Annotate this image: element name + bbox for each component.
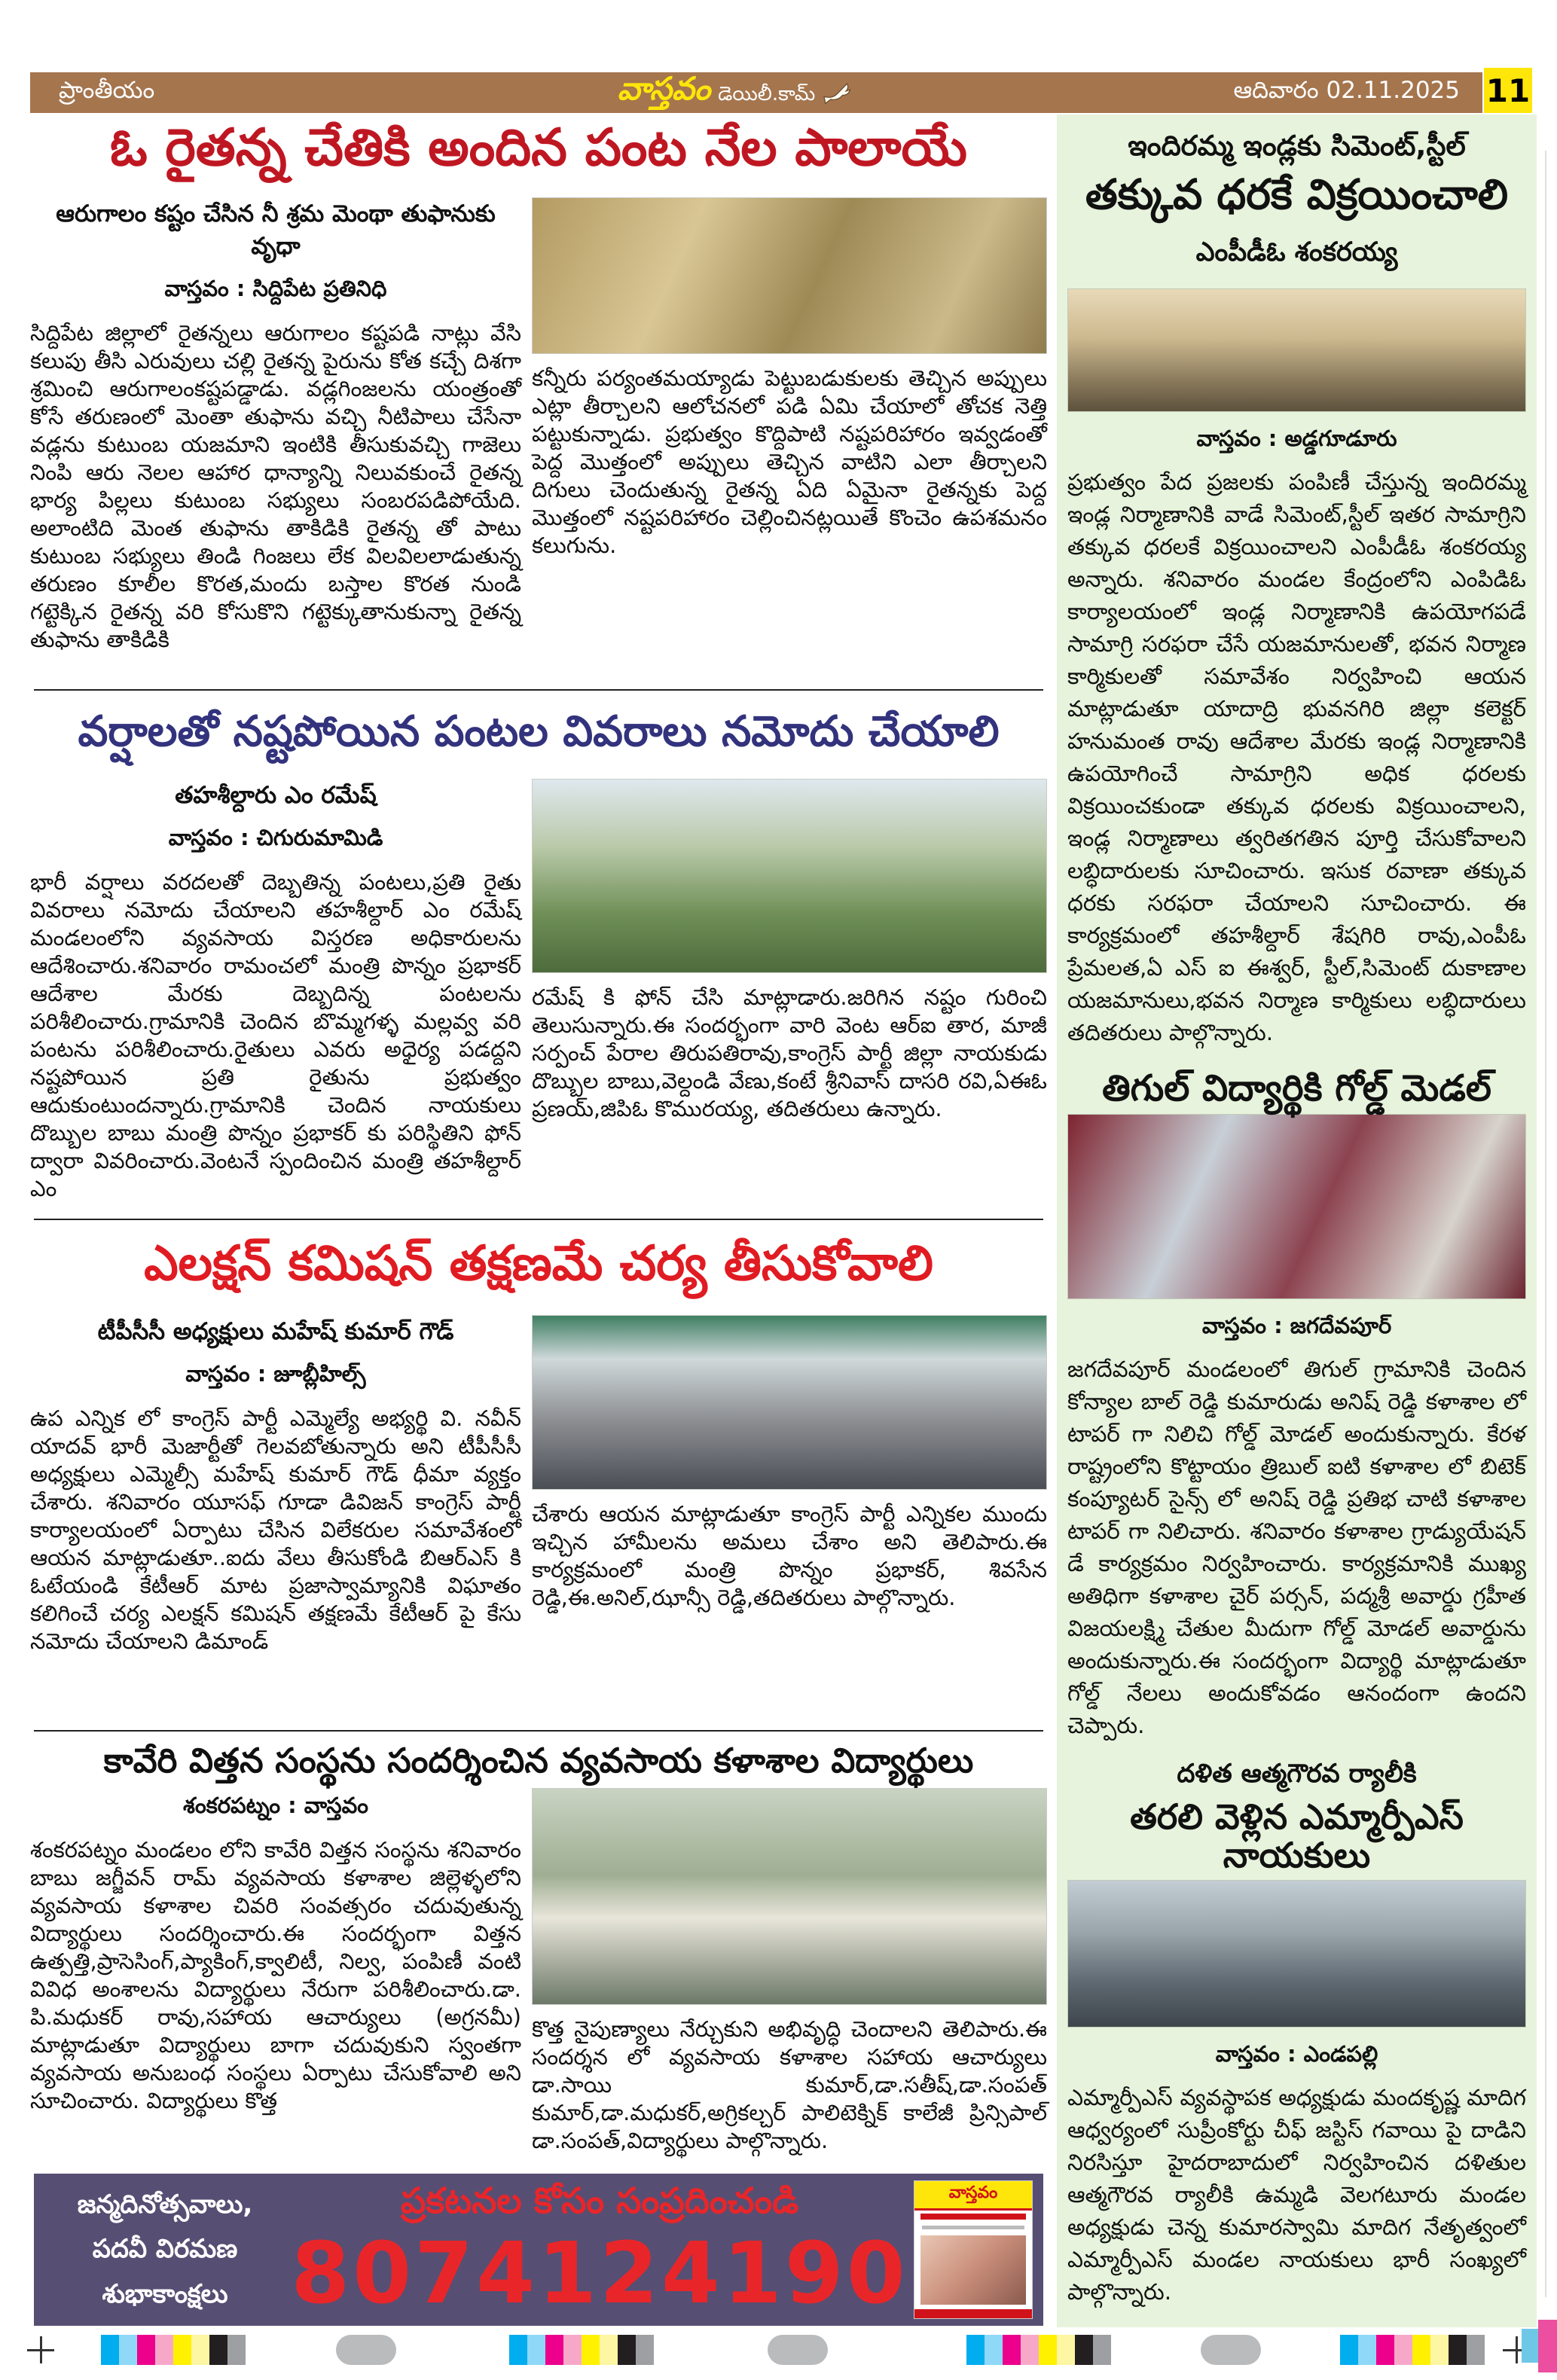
print-registration-marks — [0, 2333, 1557, 2371]
article-body: ప్రభుత్వం పేద ప్రజలకు పంపిణీ చేస్తున్న ఇందిరమ్మ ఇండ్ల నిర్మాణానికి వాడే సిమెంట్,స్టీల్ ఇతర సామాగ్రిని తక్కువ ధరలకే విక్రయించాలని ఎంపీడీఓ శంకరయ్య అన్నారు. శనివారం మండల కేంద్రంలోని ఎంపిడిఓ కార్యాలయంలో ఇండ్ల నిర్మాణానికి ఉపయోగపడే సామాగ్రి సరఫరా చేసే యజమానులతో, భవన నిర్మాణ కార్మికులతో సమావేశం నిర్వహించి ఆయన మాట్లాడుతూ యాదాద్రి భువనగిరి జిల్లా కలెక్టర్ హనుమంత రావు ఆదేశాల మేరకు ఇండ్ల నిర్మాణానికి ఉపయోగించే సామాగ్రిని అధిక ధరలకు విక్రయించకుండా తక్కువ ధరలకు విక్రయించాలని, ఇండ్ల నిర్మాణాలు త్వరితగతిన పూర్తి చేసుకోవాలని లబ్ధిదారులకు సూచించారు. ఇసుక రవాణా తక్కువ ధరకు సరఫరా చేయాలని సూచించారు. ఈ కార్యక్రమంలో తహశీల్దార్ శేషగిరి రావు,ఎంపీఓ ప్రేమలత,ఏ ఎస్ ఐ ఈశ్వర్, స్టీల్,సిమెంట్ దుకాణాల యజమానులు,భవన నిర్మాణ కార్మికులు లబ్ధిదారులు తదితరులు పాల్గొన్నారు. — [1067, 468, 1526, 1045]
article-photo — [532, 1788, 1047, 2005]
article-headline: కావేరి విత్తన సంస్థను సందర్శించిన వ్యవసాయ కళాశాల విద్యార్థులు — [103, 1741, 974, 1780]
thumbnail-footer-bar — [914, 2309, 1032, 2318]
article-subhead: టీపీసీసీ అధ్యక్షులు మహేష్ కుమార్ గౌడ్ — [97, 1317, 454, 1345]
ad-greeting-line: పదవీ విరమణ — [92, 2234, 238, 2265]
article-headline: వర్షాలతో నష్టపోయిన పంటల వివరాలు నమోదు చేయాలి — [78, 707, 1000, 756]
newspaper-thumbnail — [914, 2180, 1033, 2319]
article-headline: ఎలక్షన్ కమిషన్ తక్షణమే చర్య తీసుకోవాలి — [144, 1236, 933, 1292]
article-gold-medal — [1067, 1066, 1526, 1743]
crop-mark-left-icon — [27, 2336, 54, 2363]
thumbnail-masthead: వాస్తవం — [914, 2181, 1032, 2211]
ad-contact-title: ప్రకటనల కోసం సంప్రదించండి — [401, 2180, 798, 2223]
article-subhead: తహశీల్దారు ఎం రమేష్ — [175, 782, 377, 810]
article-cement-steel — [1067, 130, 1526, 1049]
article-photo — [532, 197, 1047, 354]
cmyk-color-bar — [101, 2335, 246, 2365]
masthead-title: వాస్తవం — [617, 70, 711, 107]
article-body-right: కొత్త నైపుణ్యాలు నేర్చుకుని అభివృద్ధి చెందాలని తెలిపారు.ఈ సందర్శన లో వ్యవసాయ కళాశాల సహాయ ఆచార్యులు డా.సాయి కుమార్,డా.సతీష్,డా.సంపత్ కుమార్,డా.మధుకర్,అగ్రికల్చర్ పాలిటెక్నిక్ కాలేజీ ప్రిన్సిపాల్ డా.సంపత్,విద్యార్థులు పాల్గొన్నారు. — [532, 2015, 1047, 2153]
article-headline: తక్కువ ధరకే విక్రయించాలి — [1085, 170, 1509, 218]
classified-ad-banner — [34, 2174, 1043, 2326]
article-election-commission — [30, 1226, 1047, 1655]
article-body-right: కన్నీరు పర్యంతమయ్యాడు పెట్టుబడుకులకు తెచ్చిన అప్పులు ఎట్లా తీర్చాలని ఆలోచనలో పడి ఏమి చేయాలో తోచక నెత్తి పట్టుకున్నాడు. ప్రభుత్వం కొద్దిపాటి నష్టపరిహారం ఇవ్వడంతో పెద్ద మొత్తంలో అప్పులు తెచ్చిన వాటిని ఎలా తీర్చాలని దిగులు చెందుతున్న రైతన్న ఏది ఏమైనా రైతన్నకు పెద్ద మొత్తంలో నష్టపరిహారం చెల్లించినట్లయితే కొంచెం ఉపశమనం కలుగును. — [532, 365, 1047, 559]
article-body-left: శంకరపట్నం మండలం లోని కావేరి విత్తన సంస్థను శనివారం బాబు జగ్జీవన్ రామ్ వ్యవసాయ కళాశాల జిల్లెళ్ళలోని వ్యవసాయ కళాశాల చివరి సంవత్సరం చదువుతున్న విద్యార్థులు సందర్శించారు.ఈ సందర్భంగా విత్తన ఉత్పత్తి,ప్రాసెసింగ్,ప్యాకింగ్,క్వాలిటీ, నిల్వ, పంపిణీ వంటి వివిధ అంశాలను విద్యార్థులు నేరుగా పరిశీలించారు.డా. పి.మధుకర్ రావు,సహాయ ఆచార్యులు (అగ్రనమీ) మాట్లాడుతూ విద్యార్థులు బాగా చదువుకుని స్వంతగా వ్యవసాయ అనుబంధ సంస్థలు ఏర్పాటు చేసుకోవాలి అని సూచించారు. విద్యార్థులు కొత్త — [30, 1836, 521, 2113]
ad-phone-number: 8074124190 — [291, 2225, 908, 2324]
article-byline: వాస్తవం : సిద్దిపేట ప్రతినిధి — [164, 276, 387, 302]
right-column-panel — [1057, 114, 1537, 2327]
edge-color-patch-magenta — [1538, 2320, 1557, 2372]
article-mrps-rally — [1067, 1759, 1526, 2308]
article-divider — [34, 1730, 1043, 1732]
article-body: ఎమ్మార్పీఎస్ వ్యవస్థాపక అధ్యక్షుడు మందకృష్ణ మాదిగ ఆధ్వర్యంలో సుప్రీంకోర్టు చీఫ్ జస్టిస్ గవాయి పై దాడిని నిరసిస్తూ హైదరాబాదులో నిర్వహించిన దళితుల ఆత్మగౌరవ ర్యాలీకి ఉమ్మడి వెలగటూరు మండల అధ్యక్షుడు చెన్న కుమారస్వామి మాదిగ నేతృత్వంలో ఎమ్మార్పీఎస్ మండల నాయకులు భారీ సంఖ్యలో పాల్గొన్నారు. — [1067, 2085, 1526, 2305]
article-headline-kicker: ఇందిరమ్మ ఇండ్లకు సిమెంట్,స్టీల్ — [1128, 130, 1466, 162]
gray-registration-patch — [336, 2335, 396, 2365]
thumbnail-headline-bar — [920, 2214, 1026, 2220]
article-photo — [1067, 288, 1526, 412]
gray-registration-patch — [1201, 2335, 1261, 2365]
page-fold-line — [1545, 151, 1546, 2297]
article-crop-damage-survey — [30, 696, 1047, 1203]
article-byline: వాస్తవం : చిగురుమామిడి — [168, 825, 383, 851]
article-byline: వాస్తవం : అడ్డగూడూరు — [1196, 425, 1397, 451]
article-headline: తిగుల్ విద్యార్థికి గోల్డ్ మెడల్ — [1102, 1066, 1491, 1109]
edition-date: ఆదివారం 02.11.2025 — [1233, 76, 1460, 104]
article-headline: తరలి వెళ్లిన ఎమ్మార్పీఎస్ నాయకులు — [1130, 1796, 1464, 1875]
ad-greeting-line: శుభాకాంక్షలు — [102, 2278, 228, 2309]
article-photo — [532, 1315, 1047, 1490]
article-body-left: ఉప ఎన్నిక లో కాంగ్రెస్ పార్టీ ఎమ్మెల్యే అభ్యర్థి వి. నవీన్ యాదవ్ భారీ మెజార్టీతో గెలవబోతున్నారు అని టీపీసీసీ అధ్యక్షులు ఎమ్మెల్సీ మహేష్ కుమార్ గౌడ్ ధీమా వ్యక్తం చేశారు. శనివారం యూసఫ్ గూడా డివిజన్ కాంగ్రెస్ పార్టీ కార్యాలయంలో ఏర్పాటు చేసిన విలేకరుల సమావేశంలో ఆయన మాట్లాడుతూ..ఐదు వేలు తీసుకోండి బిఆర్ఎస్ కి ఓటేయండి కేటీఆర్ మాట ప్రజాస్వామ్యానికి విఘాతం కలిగించే చర్య ఎలక్షన్ కమిషన్ తక్షణమే కేటీఆర్ పై కేసు నమోదు చేయాలని డిమాండ్ — [30, 1405, 521, 1654]
article-byline: వాస్తవం : జూబ్లీహిల్స్ — [185, 1360, 366, 1387]
cmyk-color-bar — [1340, 2335, 1485, 2365]
edge-color-patch-cyan — [1522, 2329, 1538, 2363]
article-headline: ఓ రైతన్న చేతికి అందిన పంట నేల పాలాయే — [110, 118, 967, 178]
article-byline: వాస్తవం : ఎండపల్లి — [1215, 2041, 1378, 2067]
article-body: జగదేవపూర్ మండలంలో తిగుల్ గ్రామానికి చెందిన కోన్యాల బాల్ రెడ్డి కుమారుడు అనిష్ రెడ్డి కళాశాల లో టాపర్ గా నిలిచి గోల్డ్ మోడల్ అందుకున్నారు. కేరళ రాష్ట్రంలోని కొట్టాయం త్రిబుల్ ఐటి కళాశాల లో బిటెక్ కంప్యూటర్ సైన్స్ లో అనిష్ రెడ్డి ప్రతిభ చాటి కళాశాల టాపర్ గా నిలిచారు. శనివారం కళాశాల గ్రాడ్యుయేషన్ డే కార్యక్రమం నిర్వహించారు. కార్యక్రమానికి ముఖ్య అతిధిగా కళాశాల చైర్ పర్సన్, పద్మశ్రీ అవార్డు గ్రహీత విజయలక్ష్మి చేతుల మీదుగా గోల్డ్ మోడల్ అవార్డును అందుకున్నారు.ఈ సందర్భంగా విద్యార్థి మాట్లాడుతూ గోల్డ్ నేలలు అందుకోవడం ఆనందంగా ఉందని చెప్పారు. — [1067, 1356, 1526, 1739]
article-photo — [1067, 1114, 1526, 1299]
ad-greeting-line: జన్మదినోత్సవాలు, — [77, 2189, 253, 2220]
section-label: ప్రాంతీయం — [59, 76, 155, 104]
article-divider — [34, 689, 1043, 691]
article-byline: వాస్తవం : జగదేవపూర్ — [1201, 1313, 1392, 1339]
thumbnail-text-bar — [922, 2226, 1024, 2229]
masthead — [375, 70, 1098, 115]
article-subhead: ఆరుగాలం కష్టం చేసిన నీ శ్రమ మెంథా తుఫానుకు వృధా — [56, 200, 496, 261]
dove-pen-icon — [823, 76, 856, 109]
thumbnail-photo — [920, 2235, 1026, 2305]
page-number-badge: 11 — [1484, 68, 1532, 113]
article-body-left: సిద్దిపేట జిల్లాలో రైతన్నలు ఆరుగాలం కష్టపడి నాట్లు వేసి కలుపు తీసి ఎరువులు చల్లి రైతన్న పైరును కోత కచ్చే దిశగా శ్రమించి ఆరుగాలంకష్టపడ్డాడు. వడ్లగింజలను యంత్రంతో కోసే తరుణంలో మెంతా తుఫాను వచ్చి నీటిపాలు చేసేనా వడ్లను కుటుంబ యజమాని ఇంటికి తీసుకువచ్చి గాజెలు నింపి ఆరు నెలల ఆహార ధాన్యాన్ని నిలువకుంచే రైతన్న భార్య పిల్లలు కుటుంబ సభ్యులు సంబరపడిపోయేది. అలాంటిది మెంత తుఫాను తాకిడికి రైతన్న తో పాటు కుటుంబ సభ్యులు తిండి గింజలు లేక విలవిలలాడుతున్న తరుణం కూలీల కొరత,మందు బస్తాల కొరత నుండి గట్టెక్కిన రైతన్న వరి కోసుకొని గట్టెక్కుతానుకున్నా రైతన్న తుఫాను తాకిడికి — [30, 320, 521, 653]
article-photo — [1067, 1880, 1526, 2028]
article-byline: శంకరపట్నం : వాస్తవం — [183, 1792, 368, 1818]
cmyk-color-bar — [509, 2335, 654, 2365]
gray-registration-patch — [768, 2335, 828, 2365]
article-body-right: చేశారు ఆయన మాట్లాడుతూ కాంగ్రెస్ పార్టీ ఎన్నికల ముందు ఇచ్చిన హామీలను అమలు చేశాం అని తెలిపారు.ఈ కార్యక్రమంలో మంత్రి పొన్నం ప్రభాకర్, శివసేన రెడ్డి,ఈ.అనిల్,ఝాన్సీ రెడ్డి,తదితరులు పాల్గొన్నారు. — [532, 1500, 1047, 1610]
page-header-bar — [30, 72, 1482, 113]
ad-greetings-text — [44, 2183, 285, 2317]
article-subhead: ఎంపీడీఓ శంకరయ్య — [1195, 236, 1398, 267]
article-body-left: భారీ వర్షాలు వరదలతో దెబ్బతిన్న పంటలు,ప్రతి రైతు వివరాలు నమోదు చేయాలని తహశీల్దార్ ఎం రమేష్ మండలంలోని వ్యవసాయ విస్తరణ అధికారులను ఆదేశించారు.శనివారం రామంచలో మంత్రి పొన్నం ప్రభాకర్ ఆదేశాల మేరకు దెబ్బదిన్న పంటలను పరిశీలించారు.గ్రామానికి చెందిన బొమ్మగళ్ళ మల్లవ్వ వరి పంటను పరిశీలించారు.రైతులు ఎవరు అధైర్య పడద్దని నష్టపోయిన ప్రతి రైతును ప్రభుత్వం ఆదుకుంటుందన్నారు.గ్రామానికి చెందిన నాయకులు దొబ్బుల బాబు మంత్రి పొన్నం ప్రభాకర్ కు పరిస్థితిని ఫోన్ ద్వారా వివరించారు.వెంటనే స్పందించిన మంత్రి తహశీల్దార్ ఎం — [30, 869, 521, 1202]
article-divider — [34, 1219, 1043, 1220]
article-crop-loss — [30, 114, 1047, 654]
article-photo — [532, 779, 1047, 973]
article-body-right: రమేష్ కి ఫోన్ చేసి మాట్లాడారు.జరిగిన నష్టం గురించి తెలుసున్నారు.ఈ సందర్భంగా వారి వెంట ఆర్ఐ తార, మాజీ సర్పంచ్ పేరాల తిరుపతిరావు,కాంగ్రెస్ పార్టీ జిల్లా నాయకుడు దొబ్బుల బాబు,వెల్దండి వేణు,కంటే శ్రీనివాస్ దాసరి రవి,ఏఈఓ ప్రణయ్,జిపిఓ కొమురయ్య, తదితరులు ఉన్నారు. — [532, 984, 1047, 1122]
article-headline-kicker: దళిత ఆత్మగౌరవ ర్యాలీకి — [1177, 1759, 1417, 1790]
article-seed-company-visit — [30, 1737, 1047, 2155]
cmyk-color-bar — [966, 2335, 1111, 2365]
masthead-suffix: డెయిలీ.కామ్ — [718, 83, 816, 105]
